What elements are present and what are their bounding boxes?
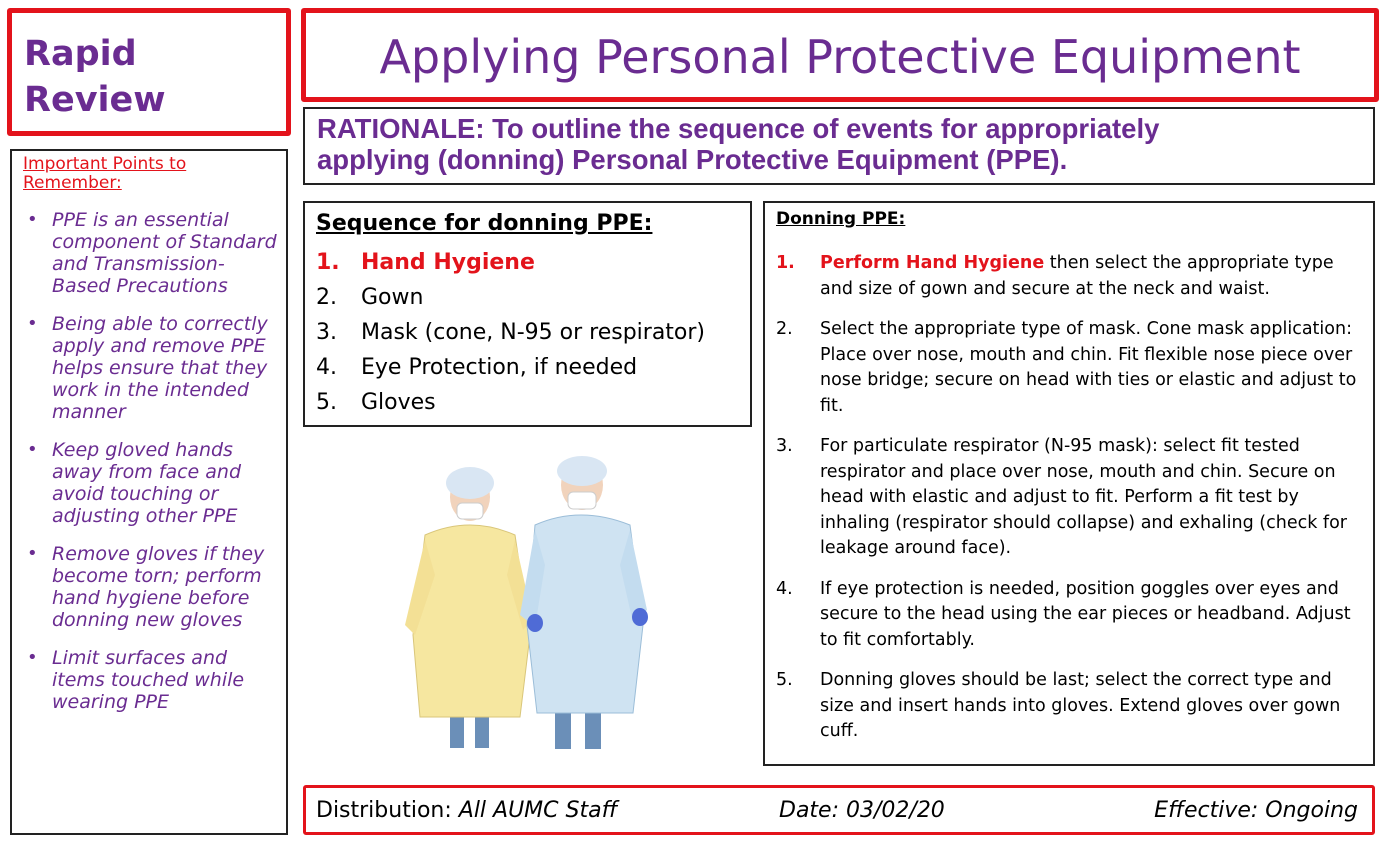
sequence-text: Gown [361, 285, 424, 310]
donning-number: 2. [776, 319, 793, 339]
donning-item [776, 251, 1366, 302]
important-points-box [10, 149, 288, 835]
heading-colon: : [116, 173, 122, 193]
staff-in-gowns-image [395, 455, 655, 755]
list-item [20, 313, 282, 423]
rapid-review-box [7, 8, 291, 136]
man-blue-gown [520, 456, 648, 749]
rationale-line2: applying (donning) Personal Protective Equipment (PPE). [317, 144, 1068, 175]
title-box [301, 8, 1379, 102]
sequence-number: 5. [316, 390, 337, 415]
donning-item [776, 577, 1366, 654]
sequence-number: 4. [316, 355, 337, 380]
bullet-icon: • [27, 647, 38, 668]
list-item [20, 209, 282, 297]
sequence-number: 1. [316, 250, 340, 275]
sequence-item [316, 385, 746, 420]
woman-yellow-gown [405, 467, 533, 748]
donning-text: Donning gloves should be last; select the correct type and size and insert hands into gloves. Extend gloves over gown cuff. [820, 670, 1341, 741]
donning-highlight: Perform Hand Hygiene [820, 253, 1045, 273]
sequence-text: Hand Hygiene [361, 250, 535, 275]
date-value: 03/02/20 [846, 798, 945, 823]
donning-list [776, 251, 1366, 760]
heading-line1: Important Points to [23, 154, 187, 174]
point-text: Keep gloved hands away from face and avoid touching or adjusting other PPE [52, 439, 242, 527]
donning-text: then select the appropriate type and size of gown and secure at the neck and waist. [820, 253, 1334, 299]
bullet-icon: • [27, 313, 38, 334]
list-item [20, 647, 282, 713]
rationale-text [317, 113, 1365, 175]
sequence-box [303, 201, 752, 427]
donning-text: For particulate respirator (N-95 mask): select fit tested respirator and place over nose, mouth and chin. Secure on head with elastic and adjust to fit. Perform a fit test by inhaling (respirator should collapse) and exhaling (check for leakage around face). [820, 436, 1347, 558]
sequence-title: Sequence for donning PPE: [316, 211, 653, 236]
donning-number: 5. [776, 670, 793, 690]
point-text: Being able to correctly apply and remove PPE helps ensure that they work in the intended manner [52, 313, 268, 423]
sequence-item [316, 350, 746, 385]
rapid-review-title [24, 31, 166, 123]
sequence-text: Gloves [361, 390, 436, 415]
donning-item [776, 317, 1366, 419]
bullet-icon: • [27, 209, 38, 230]
point-text: Limit surfaces and items touched while wearing PPE [52, 647, 245, 713]
footer-effective [1154, 797, 1358, 825]
donning-text-wrap [820, 251, 1366, 302]
date-label: Date: [779, 798, 846, 823]
donning-text: Select the appropriate type of mask. Cone mask application: Place over nose, mouth and chin. Fit flexible nose piece over nose bridge; secure on head with ties or elastic and adjust to fit. [820, 319, 1357, 416]
sequence-list [316, 245, 746, 420]
sequence-item [316, 280, 746, 315]
rationale-line1: RATIONALE: To outline the sequence of events for appropriately [317, 113, 1160, 144]
distribution-label: Distribution: [316, 798, 459, 823]
rapid-review-line2: Review [24, 80, 166, 120]
list-item [20, 439, 282, 527]
important-points-heading [23, 155, 223, 193]
donning-item [776, 434, 1366, 562]
donning-text: If eye protection is needed, position goggles over eyes and secure to the head using the ear pieces or headband. Adjust to fit comfortably. [820, 578, 1351, 650]
sequence-item [316, 245, 746, 280]
sequence-number: 3. [316, 320, 337, 345]
point-text: PPE is an essential component of Standard and Transmission-Based Precautions [52, 209, 277, 297]
effective-value: Ongoing [1265, 798, 1358, 823]
sequence-number: 2. [316, 285, 337, 310]
sequence-item [316, 315, 746, 350]
footer-box [303, 785, 1375, 835]
distribution-value: All AUMC Staff [458, 798, 618, 823]
important-points-list [20, 209, 282, 729]
donning-title: Donning PPE: [776, 209, 906, 229]
donning-number: 1. [776, 253, 795, 273]
rapid-review-line1: Rapid [24, 34, 137, 74]
sequence-text: Mask (cone, N-95 or respirator) [361, 320, 706, 345]
heading-line2-wrap [23, 174, 223, 193]
footer-date [779, 797, 945, 825]
donning-number: 4. [776, 578, 793, 599]
point-text: Remove gloves if they become torn; perform hand hygiene before donning new gloves [52, 543, 265, 631]
bullet-icon: • [27, 439, 38, 460]
heading-line2: Remember [23, 173, 117, 193]
bullet-icon: • [27, 543, 38, 564]
rationale-box [303, 107, 1375, 185]
sequence-text: Eye Protection, if needed [361, 355, 638, 380]
donning-number: 3. [776, 436, 793, 456]
donning-box [763, 201, 1375, 766]
donning-item [776, 668, 1366, 745]
footer-distribution [316, 797, 617, 825]
effective-label: Effective: [1154, 798, 1266, 823]
list-item [20, 543, 282, 631]
page-title: Applying Personal Protective Equipment [379, 30, 1301, 84]
